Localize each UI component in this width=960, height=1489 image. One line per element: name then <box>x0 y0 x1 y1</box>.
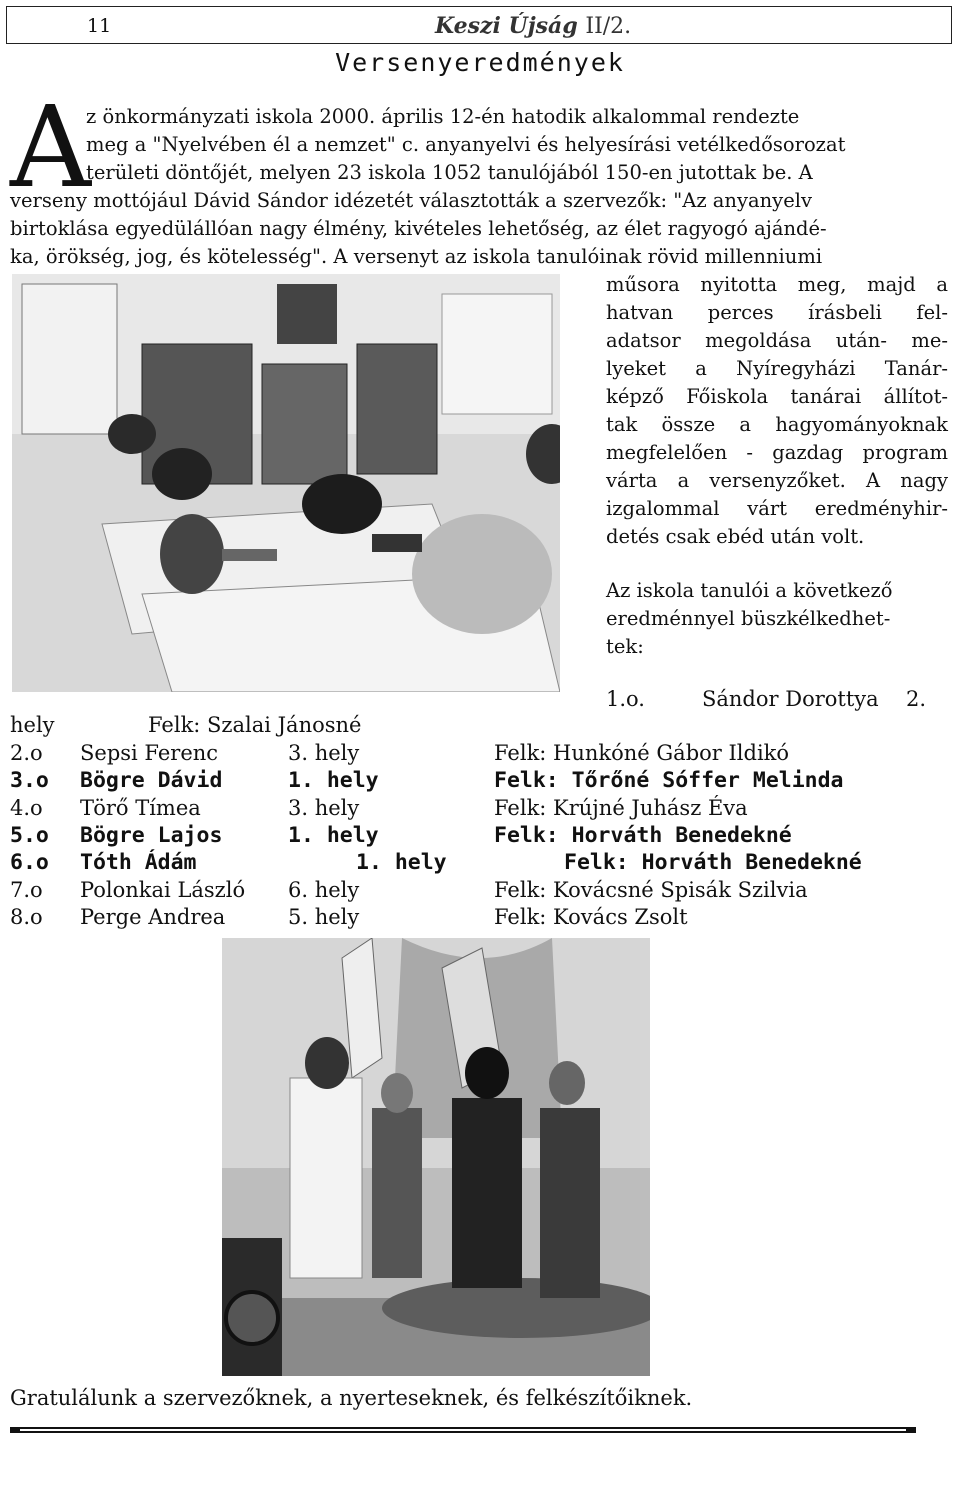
column-line: adatsor megoldása után- me- <box>606 329 948 352</box>
result-grade: 7.o <box>10 878 43 902</box>
result-place: 1. hely <box>356 850 447 875</box>
result-teacher: Felk: Krújné Juhász Éva <box>494 796 748 820</box>
masthead <box>435 13 631 39</box>
result-name: Sepsi Ferenc <box>80 741 219 765</box>
result-name: Bögre Dávid <box>80 768 223 793</box>
result-teacher: Felk: Tőrőné Sóffer Melinda <box>494 768 844 793</box>
result-teacher: Felk: Kovácsné Spisák Szilvia <box>494 878 808 902</box>
classroom-photo <box>12 274 560 692</box>
ornamental-rule <box>10 1425 916 1435</box>
intro-line: birtoklása egyedülállóan nagy élmény, kivételes lehetőség, az élet ragyogó ajándé- <box>10 217 827 240</box>
result-teacher: Felk: Horváth Benedekné <box>494 823 792 848</box>
result-place: 6. hely <box>288 878 360 902</box>
intro-line: z önkormányzati iskola 2000. április 12-én hatodik alkalommal rendezte <box>86 105 800 128</box>
result-grade: 5.o <box>10 823 49 848</box>
result-name: Perge Andrea <box>80 905 226 929</box>
column-line: hatvan perces írásbeli fel- <box>606 301 948 324</box>
result-name: Polonkai László <box>80 878 246 902</box>
intro-line: területi döntőjét, melyen 23 iskola 1052 tanulójából 150-en jutottak be. A <box>86 161 813 184</box>
result-grade: 4.o <box>10 796 43 820</box>
masthead-issue: II/2. <box>585 14 632 39</box>
intro-line: verseny mottójául Dávid Sándor idézetét választották a szervezők: "Az anyanyelv <box>10 189 812 212</box>
result-grade: 1.o. <box>606 687 645 711</box>
page-title: Versenyeredmények <box>335 48 625 77</box>
intro-line: ka, örökség, jog, és kötelesség". A versenyt az iskola tanulóinak rövid millenniumi <box>10 245 823 268</box>
intro-line: meg a "Nyelvében él a nemzet" c. anyanyelvi és helyesírási vetélkedősorozat <box>86 133 846 156</box>
result-place: 5. hely <box>288 905 360 929</box>
masthead-title: Keszi Újság <box>435 13 578 39</box>
result-teacher: Felk: Kovács Zsolt <box>494 905 688 929</box>
column-line: detés csak ebéd után volt. <box>606 525 865 548</box>
column-line: műsora nyitotta meg, majd a <box>606 273 948 296</box>
lead-line: tek: <box>606 635 644 658</box>
lead-line: eredménnyel büszkélkedhet- <box>606 607 891 630</box>
column-line: tak össze a hagyományoknak <box>606 413 948 436</box>
result-grade: 2.o <box>10 741 43 765</box>
result-place: 1. hely <box>288 768 379 793</box>
result-grade: 6.o <box>10 850 49 875</box>
result-name: Bögre Lajos <box>80 823 223 848</box>
result-name: Sándor Dorottya <box>702 687 879 711</box>
result-grade: 3.o <box>10 768 49 793</box>
page-header <box>6 6 952 44</box>
drop-cap: A <box>10 83 91 213</box>
result-teacher: Felk: Szalai Jánosné <box>148 713 362 737</box>
column-line: lyeket a Nyíregyházi Tanár- <box>606 357 948 380</box>
page-number: 11 <box>87 15 112 37</box>
result-name: Törő Tímea <box>80 796 201 820</box>
ceremony-photo <box>222 938 650 1376</box>
result-place: 3. hely <box>288 796 360 820</box>
column-line: megfelelően - gazdag program <box>606 441 948 464</box>
result-place: 2. <box>906 687 927 711</box>
result-place-word: hely <box>10 713 55 737</box>
column-line: izgalommal várt eredményhir- <box>606 497 948 520</box>
result-teacher: Felk: Horváth Benedekné <box>564 850 862 875</box>
footer-congratulations: Gratulálunk a szervezőknek, a nyerteseknek, és felkészítőiknek. <box>10 1386 693 1410</box>
result-place: 1. hely <box>288 823 379 848</box>
lead-line: Az iskola tanulói a következő <box>606 579 893 602</box>
column-line: képző Főiskola tanárai állítot- <box>606 385 948 408</box>
result-place: 3. hely <box>288 741 360 765</box>
result-teacher: Felk: Hunkóné Gábor Ildikó <box>494 741 790 765</box>
result-grade: 8.o <box>10 905 43 929</box>
result-name: Tóth Ádám <box>80 850 197 875</box>
column-line: várta a versenyzőket. A nagy <box>606 469 948 492</box>
